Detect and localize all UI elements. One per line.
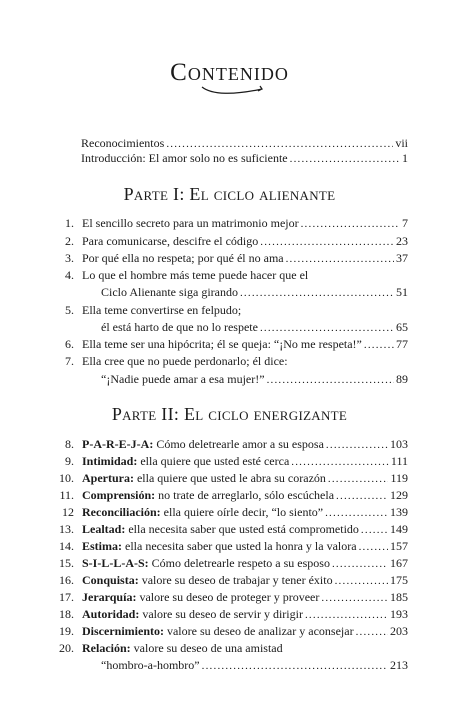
chapter-number: 19.	[59, 624, 74, 638]
entry-page: 149	[390, 522, 408, 536]
entry-text	[82, 539, 357, 554]
entry-rest: valore su deseo de proteger y proveer	[136, 590, 320, 604]
entry-rest: valore su deseo de trabajar y tener éxito	[138, 573, 333, 587]
entry-text	[82, 624, 354, 639]
leader-dots	[328, 472, 389, 487]
toc-entry-introduction[interactable]	[81, 151, 408, 167]
toc-entry-chapter[interactable]	[65, 234, 408, 250]
leader-dots	[326, 438, 388, 453]
entry-keyword: Jerarquía:	[82, 590, 137, 604]
entry-page: vii	[395, 136, 408, 150]
entry-text	[82, 471, 326, 486]
entry-page: 1	[402, 151, 408, 165]
toc-entry-chapter-line1[interactable]	[65, 354, 288, 369]
entry-rest: ella necesita saber que usted está comprometido	[125, 522, 359, 536]
leader-dots	[356, 625, 388, 640]
entry-rest: valore su deseo de analizar y aconsejar	[163, 624, 354, 638]
entry-text: El sencillo secreto para un matrimonio mejor	[82, 216, 299, 230]
leader-dots	[305, 608, 388, 623]
toc-entry-chapter[interactable]	[59, 573, 408, 589]
toc-entry-chapter[interactable]	[59, 539, 408, 555]
entry-page: 65	[396, 320, 408, 334]
toc-entry-chapter-line1[interactable]	[59, 641, 283, 656]
entry-text: Ella teme convertirse en felpudo;	[82, 303, 242, 317]
toc-entry-chapter[interactable]	[65, 437, 408, 453]
entry-page: 7	[402, 216, 408, 230]
leader-dots	[359, 540, 388, 555]
entry-page: 37	[396, 251, 408, 265]
entry-page: 175	[390, 573, 408, 587]
toc-entry-chapter[interactable]	[59, 488, 408, 504]
entry-keyword: Discernimiento:	[82, 624, 164, 638]
entry-keyword: Comprensión:	[82, 488, 156, 502]
toc-entry-chapter[interactable]	[59, 471, 408, 487]
leader-dots	[286, 252, 394, 267]
entry-text	[82, 556, 330, 571]
leader-dots	[321, 591, 388, 606]
entry-text-cont: “hombro-a-hombro”	[101, 658, 200, 672]
toc-entry-chapter-line1[interactable]	[65, 303, 242, 318]
entry-keyword: P-A-R-E-J-A:	[82, 437, 154, 451]
entry-page: 119	[390, 471, 408, 485]
entry-page: 185	[390, 590, 408, 604]
entry-text	[82, 505, 323, 520]
leader-dots	[290, 152, 400, 167]
chapter-number: 9.	[65, 454, 74, 468]
entry-page: 103	[390, 437, 408, 451]
chapter-number: 18.	[59, 607, 74, 621]
toc-entry-chapter-line2[interactable]	[101, 372, 408, 388]
entry-rest: ella quiere oírle decir, “lo siento”	[160, 505, 324, 519]
toc-entry-chapter-line2[interactable]	[101, 658, 408, 674]
leader-dots	[361, 523, 388, 538]
leader-dots	[301, 217, 400, 232]
entry-text: Lo que el hombre más teme puede hacer que el	[82, 268, 309, 282]
entry-page: 51	[396, 285, 408, 299]
entry-text	[82, 454, 289, 469]
entry-page: 157	[390, 539, 408, 553]
entry-text	[82, 607, 303, 622]
entry-page: 167	[390, 556, 408, 570]
toc-entry-chapter[interactable]	[65, 216, 408, 232]
entry-text	[82, 573, 333, 588]
leader-dots	[267, 373, 394, 388]
entry-rest: no trate de arreglarlo, sólo escúchela	[155, 488, 335, 502]
entry-rest: valore su deseo de servir y dirigir	[139, 607, 303, 621]
part-1-title: Parte I: El ciclo alienante	[123, 184, 336, 204]
toc-entry-chapter[interactable]	[65, 454, 408, 470]
entry-page: 129	[390, 488, 408, 502]
entry-rest: valore su deseo de una amistad	[130, 641, 283, 655]
chapter-number: 8.	[65, 437, 74, 451]
chapter-number: 2.	[65, 234, 74, 248]
entry-page: 213	[390, 658, 408, 672]
entry-keyword: Estima:	[82, 539, 122, 553]
chapter-number: 12	[62, 505, 74, 519]
chapter-number: 14.	[59, 539, 74, 553]
chapter-number: 11.	[59, 488, 74, 502]
entry-text: Introducción: El amor solo no es suficiente	[81, 151, 288, 165]
entry-text	[82, 590, 319, 605]
entry-page: 77	[396, 337, 408, 351]
leader-dots	[332, 557, 388, 572]
entry-page: 203	[390, 624, 408, 638]
entry-rest: ella necesita saber que usted la honra y la valora	[122, 539, 357, 553]
entry-text-cont: Ciclo Alienante siga girando	[101, 285, 238, 299]
leader-dots	[202, 659, 388, 674]
entry-rest: ella quiere que usted esté cerca	[137, 454, 290, 468]
entry-keyword: Relación:	[82, 641, 131, 655]
leader-dots	[335, 574, 388, 589]
chapter-number: 5.	[65, 303, 74, 317]
entry-text	[82, 437, 324, 452]
entry-rest: Cómo deletrearle respeto a su esposo	[148, 556, 330, 570]
entry-page: 89	[396, 372, 408, 386]
toc-entry-chapter[interactable]	[65, 337, 408, 353]
leader-dots	[166, 137, 393, 152]
page-title: Contenido	[170, 59, 289, 86]
chapter-number: 1.	[65, 216, 74, 230]
leader-dots	[336, 489, 388, 504]
entry-text: Ella teme ser una hipócrita; él se queja: “¡No me respeta!”	[82, 337, 362, 351]
toc-entry-chapter-line1[interactable]	[65, 268, 309, 283]
entry-page: 193	[390, 607, 408, 621]
leader-dots	[260, 321, 394, 336]
toc-entry-chapter-line2[interactable]	[101, 285, 408, 301]
entry-rest: ella quiere que usted le abra su corazón	[133, 471, 326, 485]
chapter-number: 3.	[65, 251, 74, 265]
chapter-number: 6.	[65, 337, 74, 351]
toc-entry-chapter[interactable]	[62, 505, 408, 521]
toc-entry-chapter[interactable]	[59, 624, 408, 640]
toc-entry-chapter[interactable]	[59, 607, 408, 623]
toc-entry-chapter[interactable]	[59, 590, 408, 606]
entry-text-cont: “¡Nadie puede amar a esa mujer!”	[101, 372, 265, 386]
toc-entry-chapter[interactable]	[59, 522, 408, 538]
chapter-number: 20.	[59, 641, 74, 655]
toc-entry-chapter[interactable]	[65, 251, 408, 267]
toc-entry-chapter[interactable]	[59, 556, 408, 572]
entry-text: Ella cree que no puede perdonarlo; él dice:	[82, 354, 288, 368]
entry-keyword: Conquista:	[82, 573, 139, 587]
entry-text	[82, 522, 359, 537]
entry-keyword: Intimidad:	[82, 454, 138, 468]
toc-entry-chapter-line2[interactable]	[101, 320, 408, 336]
flourish-ornament	[200, 83, 266, 97]
entry-text-cont: él está harto de que no lo respete	[101, 320, 258, 334]
part-2-title: Parte II: El ciclo energizante	[111, 404, 348, 424]
chapter-number: 10.	[59, 471, 74, 485]
leader-dots	[291, 455, 389, 470]
entry-page: 139	[390, 505, 408, 519]
chapter-number: 4.	[65, 268, 74, 282]
toc-entry-acknowledgments[interactable]	[81, 136, 408, 152]
entry-keyword: S-I-L-L-A-S:	[82, 556, 149, 570]
leader-dots	[260, 235, 394, 250]
leader-dots	[240, 286, 394, 301]
entry-page: 23	[396, 234, 408, 248]
entry-page: 111	[390, 454, 408, 468]
chapter-number: 17.	[59, 590, 74, 604]
entry-keyword: Lealtad:	[82, 522, 126, 536]
entry-keyword: Reconciliación:	[82, 505, 161, 519]
leader-dots	[325, 506, 388, 521]
entry-text	[82, 488, 334, 503]
chapter-number: 15.	[59, 556, 74, 570]
entry-text: Por qué ella no respeta; por qué él no ama	[82, 251, 284, 265]
entry-text: Reconocimientos	[81, 136, 165, 150]
entry-keyword: Autoridad:	[82, 607, 140, 621]
chapter-number: 13.	[59, 522, 74, 536]
entry-text: Para comunicarse, descifre el código	[82, 234, 259, 248]
chapter-number: 16.	[59, 573, 74, 587]
entry-rest: Cómo deletrearle amor a su esposa	[153, 437, 324, 451]
chapter-number: 7.	[65, 354, 74, 368]
entry-keyword: Apertura:	[82, 471, 134, 485]
leader-dots	[364, 338, 394, 353]
